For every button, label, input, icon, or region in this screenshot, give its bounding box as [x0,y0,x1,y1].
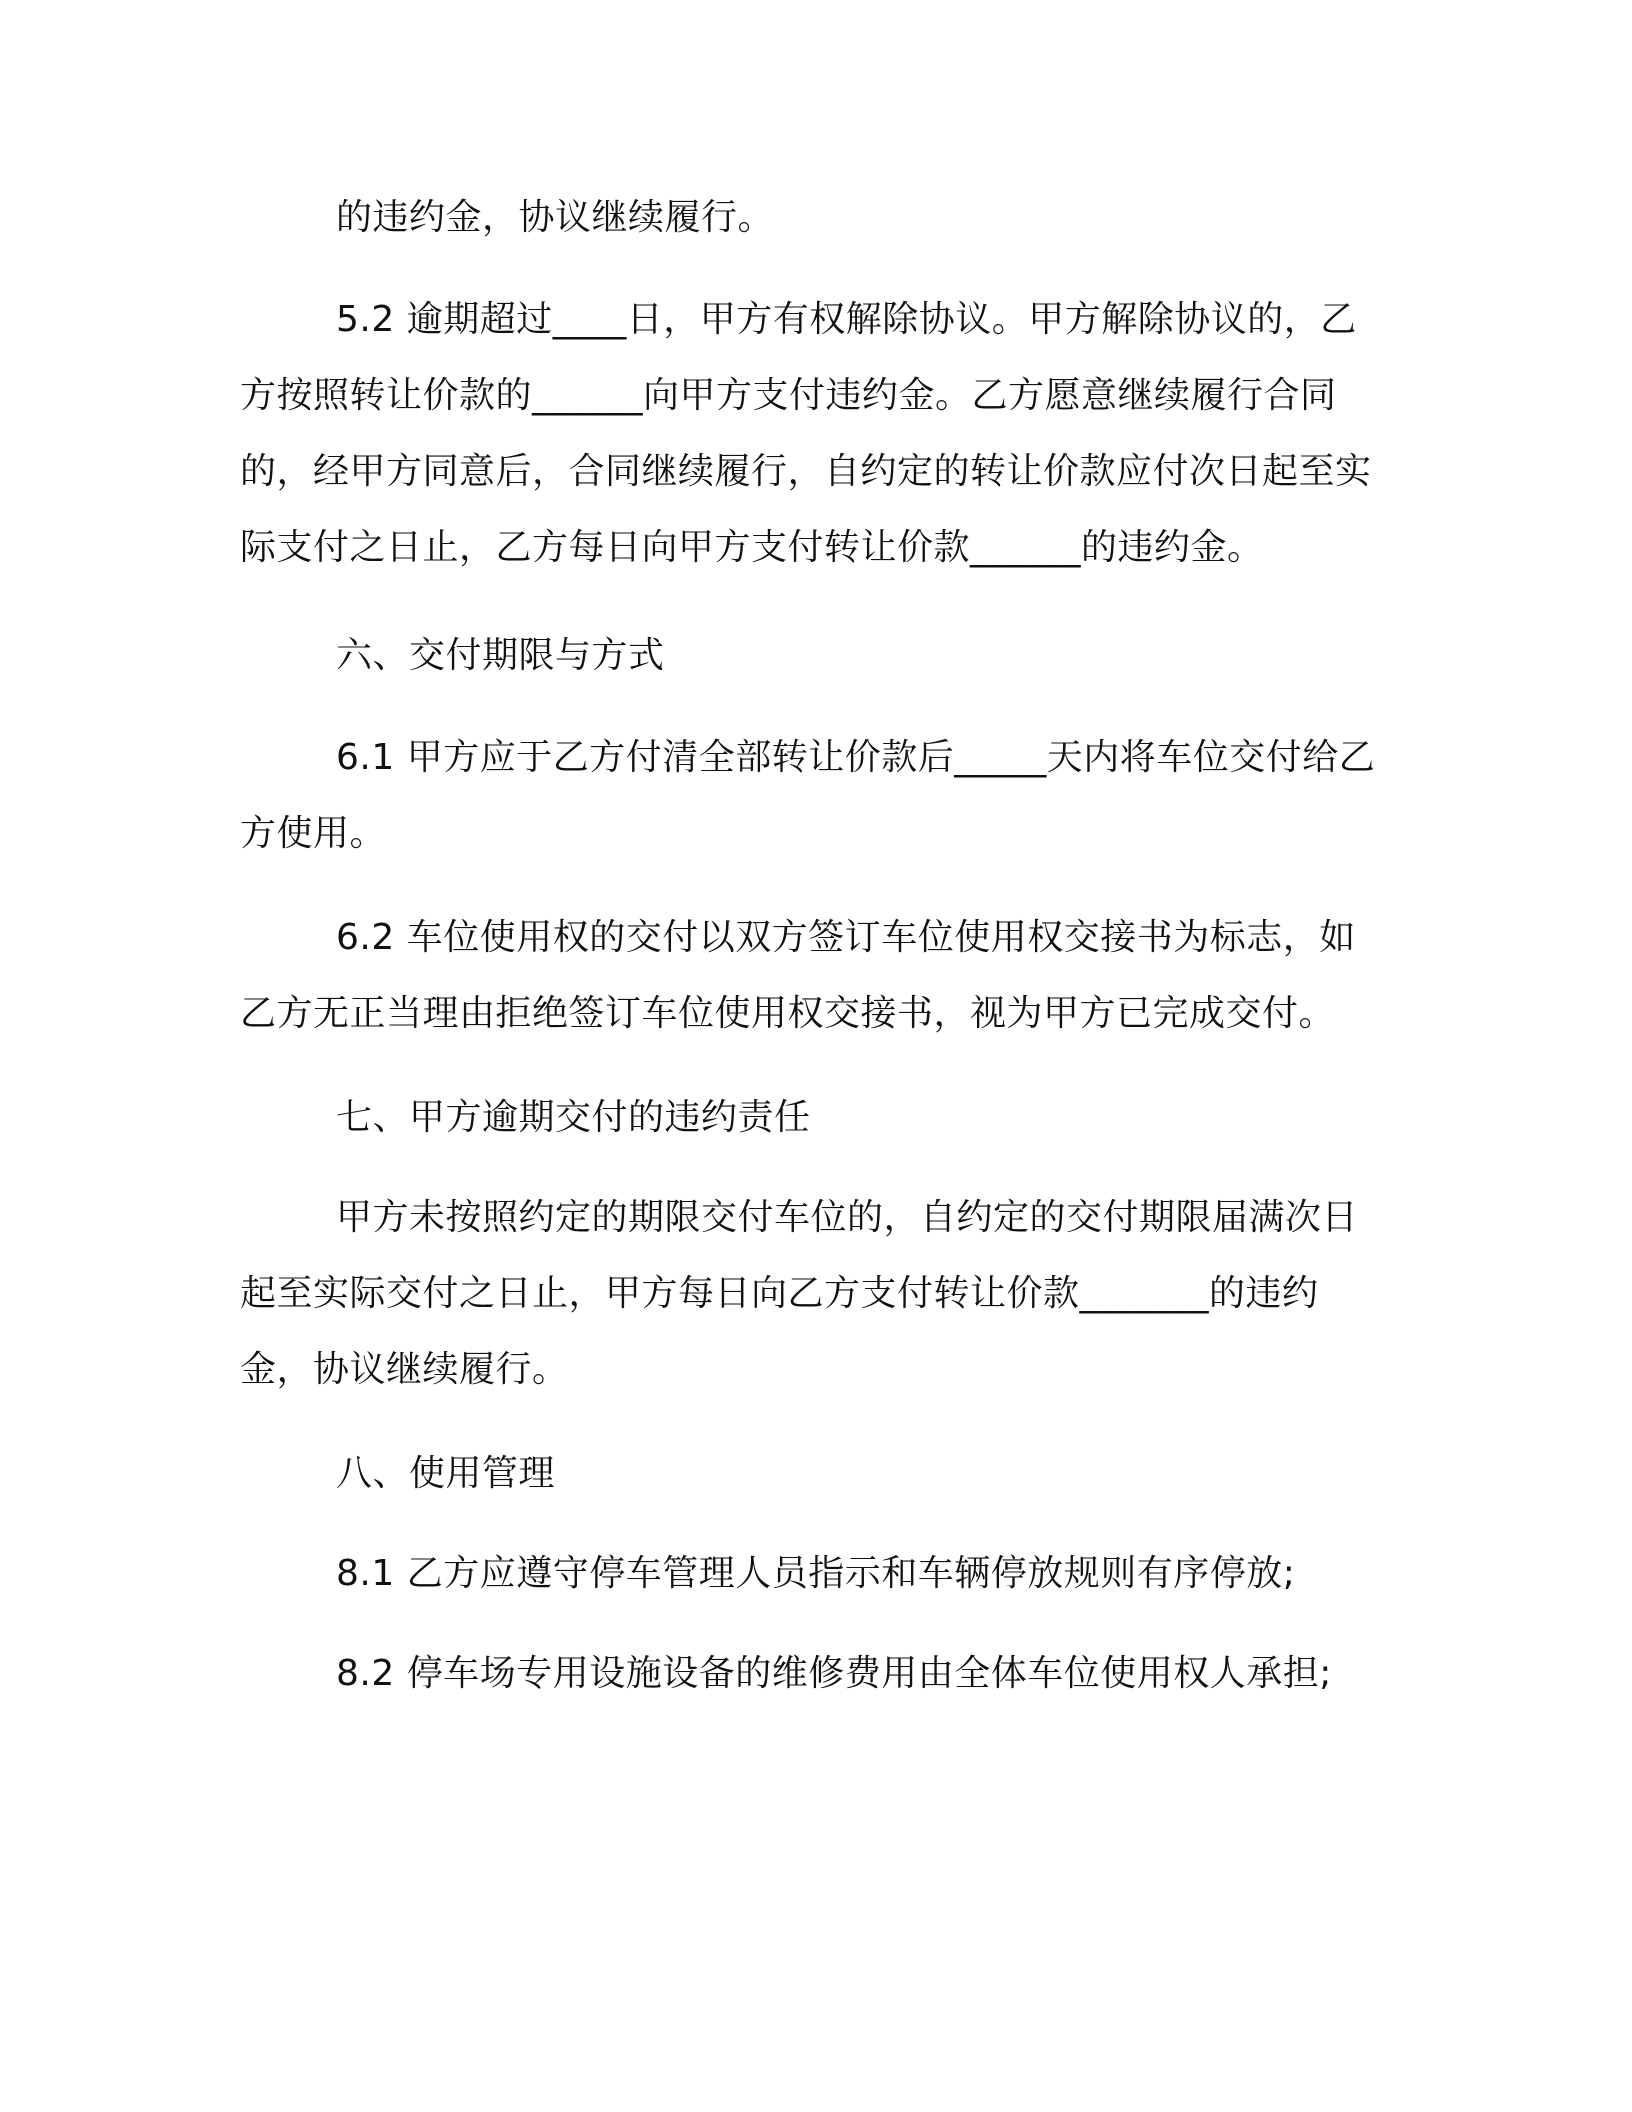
clause-5-2: 5.2 逾期超过____日，甲方有权解除协议。甲方解除协议的，乙方按照转让价款的______向甲方支付违约金。乙方愿意继续履行合同的，经甲方同意后，合同继续履行，自约定的转让价款应付次日起至实际支付之日止，乙方每日向甲方支付转让价款______的违约金。 [240,299,1372,568]
clause-6-1: 6.1 甲方应于乙方付清全部转让价款后_____天内将车位交付给乙方使用。 [240,737,1376,854]
section-heading-8: 八、使用管理 [336,1453,556,1494]
clause-8-1: 8.1 乙方应遵守停车管理人员指示和车辆停放规则有序停放; [336,1553,1296,1594]
section-7-body: 甲方未按照约定的期限交付车位的，自约定的交付期限届满次日起至实际交付之日止，甲方每日向乙方支付转让价款_______的违约金，协议继续履行。 [240,1197,1359,1390]
section-heading-6: 六、交付期限与方式 [336,635,665,676]
clause-8-2: 8.2 停车场专用设施设备的维修费用由全体车位使用权人承担; [336,1653,1332,1694]
clause-6-2: 6.2 车位使用权的交付以双方签订车位使用权交接书为标志，如乙方无正当理由拒绝签订车位使用权交接书，视为甲方已完成交付。 [240,917,1356,1034]
section-heading-7: 七、甲方逾期交付的违约责任 [336,1097,811,1138]
paragraph-continuation: 的违约金，协议继续履行。 [336,197,775,238]
